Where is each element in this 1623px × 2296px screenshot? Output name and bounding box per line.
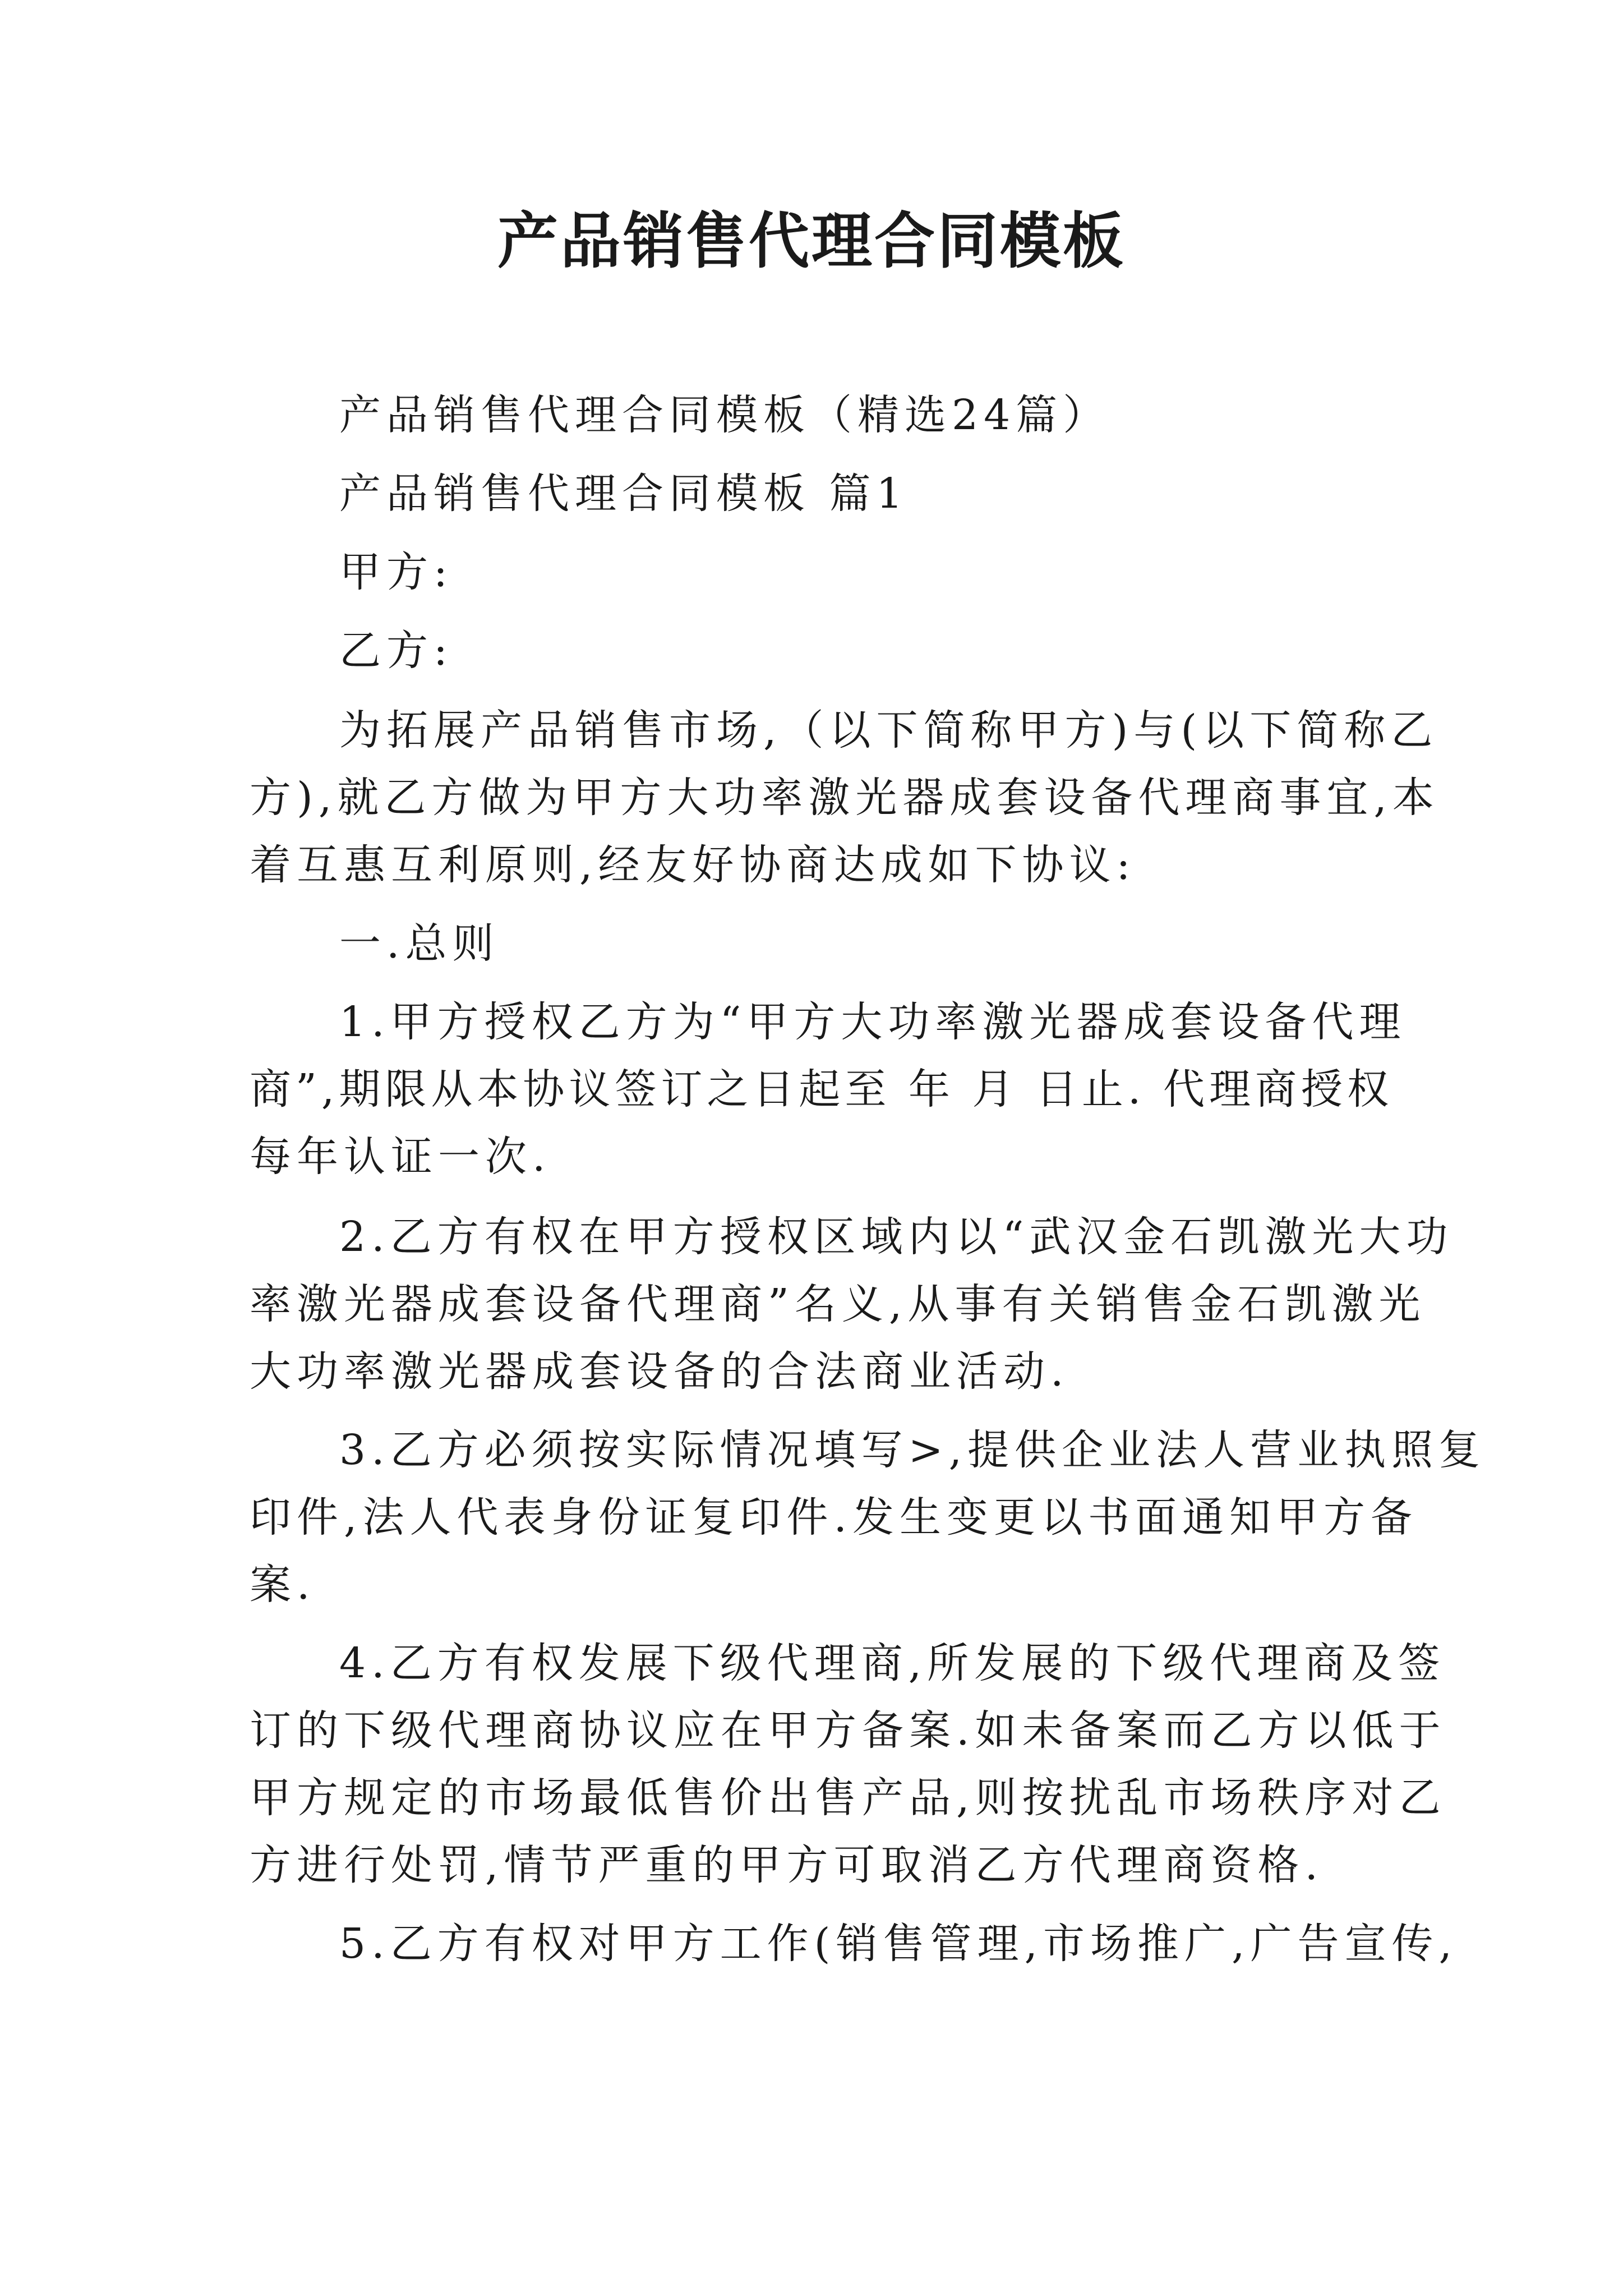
paragraph-line: 印件,法人代表身份证复印件.发生变更以书面通知甲方备 [250,1493,1418,1542]
document-title: 产品销售代理合同模板 [497,206,1126,277]
paragraph-line: 商”,期限从本协议签订之日起至 年 月 日止. 代理商授权 [250,1065,1393,1114]
paragraph-line: 5.乙方有权对甲方工作(销售管理,市场推广,广告宣传, [339,1920,1458,1968]
paragraph-line: 3.乙方必须按实际情况填写>,提供企业法人营业执照复 [339,1426,1486,1474]
paragraph-line: 1.甲方授权乙方为“甲方大功率激光器成套设备代理 [339,998,1407,1046]
paragraph-line: 每年认证一次. [250,1133,551,1181]
paragraph-line: 2.乙方有权在甲方授权区域内以“武汉金石凯激光大功 [339,1213,1454,1261]
party-a-label: 甲方: [339,548,453,596]
paragraph-line: 方进行处罚,情节严重的甲方可取消乙方代理商资格. [250,1841,1324,1889]
paragraph-line: 甲方规定的市场最低售价出售产品,则按扰乱市场秩序对乙 [250,1774,1446,1822]
party-b-label: 乙方: [339,627,453,675]
paragraph-line: 方),就乙方做为甲方大功率激光器成套设备代理商事宜,本 [250,774,1440,822]
subtitle-line: 产品销售代理合同模板（精选24篇） [339,391,1110,439]
paragraph-line: 大功率激光器成套设备的合法商业活动. [250,1347,1069,1396]
paragraph-line: 订的下级代理商协议应在甲方备案.如未备案而乙方以低于 [250,1706,1446,1755]
section-heading: 一.总则 [339,919,500,968]
paragraph-line: 4.乙方有权发展下级代理商,所发展的下级代理商及签 [339,1639,1446,1687]
paragraph-line: 率激光器成套设备代理商”名义,从事有关销售金石凯激光 [250,1280,1426,1328]
section-heading: 产品销售代理合同模板 篇1 [339,470,909,518]
paragraph-line: 案. [250,1561,316,1609]
paragraph-line: 着互惠互利原则,经友好协商达成如下协议: [250,841,1136,889]
paragraph-line: 为拓展产品销售市场,（以下简称甲方)与(以下简称乙 [339,706,1438,754]
